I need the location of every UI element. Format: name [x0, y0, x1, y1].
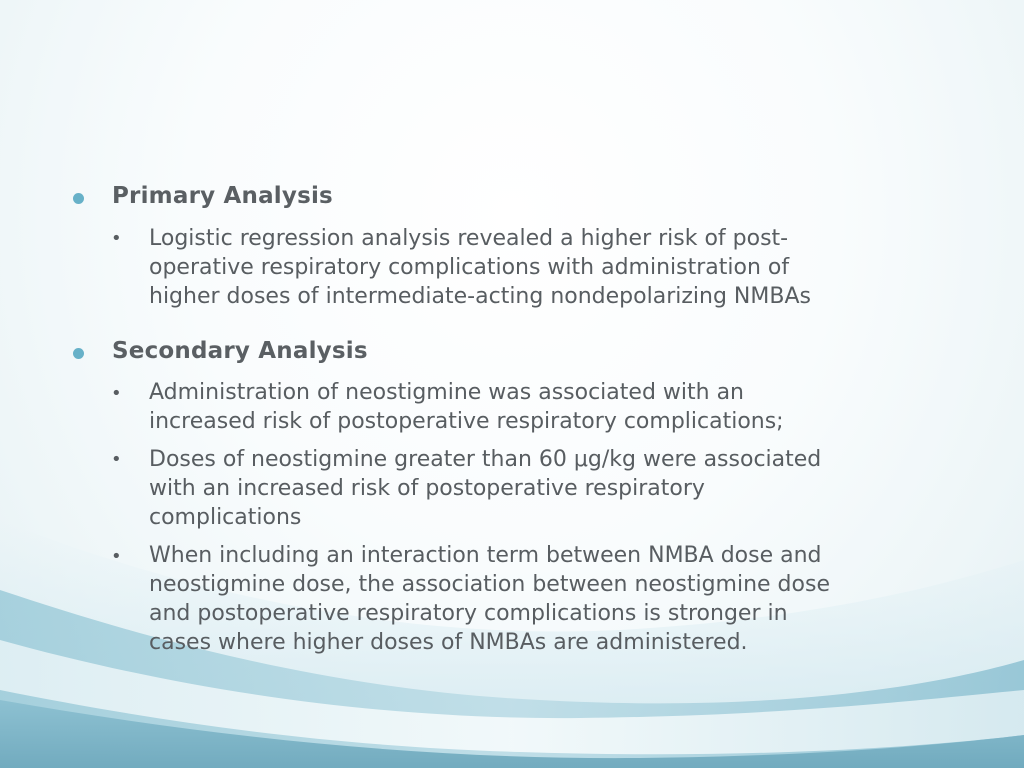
- text-line: Logistic regression analysis revealed a higher risk of post-: [149, 226, 789, 251]
- text-line: neostigmine dose, the association between neostigmine dose: [149, 572, 830, 597]
- secondary-analysis-item: [149, 541, 949, 657]
- primary-analysis-item: [149, 224, 949, 311]
- text-line: and postoperative respiratory complications is stronger in: [149, 601, 788, 626]
- primary-analysis-heading: Primary Analysis: [112, 183, 333, 209]
- bullet-icon: •: [111, 449, 122, 470]
- text-line: operative respiratory complications with administration of: [149, 255, 790, 280]
- section-bullet-icon: [73, 348, 84, 359]
- text-line: complications: [149, 505, 302, 530]
- text-line: Administration of neostigmine was associated with an: [149, 380, 744, 405]
- text-line: Doses of neostigmine greater than 60 μg/kg were associated: [149, 447, 822, 472]
- text-line: When including an interaction term between NMBA dose and: [149, 543, 822, 568]
- section-bullet-icon: [73, 193, 84, 204]
- bullet-icon: •: [111, 228, 122, 249]
- text-line: with an increased risk of postoperative respiratory: [149, 476, 705, 501]
- secondary-analysis-item: [149, 378, 949, 436]
- bullet-icon: •: [111, 546, 122, 567]
- bullet-icon: •: [111, 383, 122, 404]
- text-line: increased risk of postoperative respiratory complications;: [149, 409, 784, 434]
- text-line: higher doses of intermediate-acting nondepolarizing NMBAs: [149, 284, 811, 309]
- secondary-analysis-item: [149, 445, 949, 532]
- secondary-analysis-heading: Secondary Analysis: [112, 338, 368, 364]
- text-line: cases where higher doses of NMBAs are administered.: [149, 630, 748, 655]
